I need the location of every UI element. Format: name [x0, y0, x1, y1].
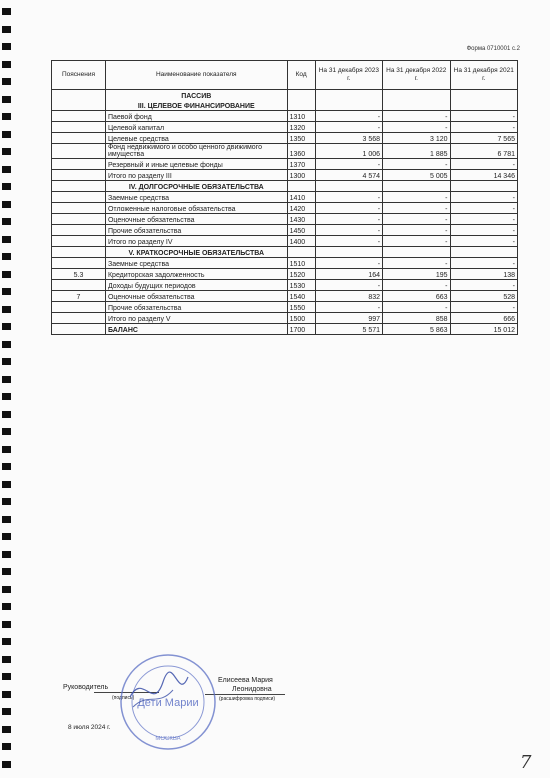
binding-hole [2, 26, 11, 33]
table-row [52, 203, 518, 214]
table-row [52, 159, 518, 170]
code-cell [287, 100, 315, 111]
page-number: 7 [520, 752, 532, 773]
binding-hole [2, 428, 11, 435]
binding-hole [2, 708, 11, 715]
binding-hole [2, 8, 11, 15]
section-heading: IV. ДОЛГОСРОЧНЫЕ ОБЯЗАТЕЛЬСТВА [105, 181, 287, 192]
explanation-ref [52, 313, 106, 324]
header-indicator: Наименование показателя [105, 61, 287, 90]
expl-cell [52, 90, 106, 101]
signer-name-line2: Леонидовна [232, 686, 272, 693]
indicator-name: Прочие обязательства [105, 225, 287, 236]
binding-hole [2, 551, 11, 558]
value-2022: - [383, 214, 450, 225]
indicator-name: Итого по разделу V [105, 313, 287, 324]
binding-hole [2, 358, 11, 365]
section-heading-row [52, 181, 518, 192]
line-code: 1320 [287, 122, 315, 133]
indicator-name: Отложенные налоговые обязательства [105, 203, 287, 214]
value-2023: 164 [315, 269, 382, 280]
binding-hole [2, 183, 11, 190]
binding-hole [2, 288, 11, 295]
binding-hole [2, 271, 11, 278]
binding-hole [2, 586, 11, 593]
value-2023: - [315, 236, 382, 247]
value-2021: 14 346 [450, 170, 517, 181]
binding-hole [2, 393, 11, 400]
line-code: 1700 [287, 324, 315, 335]
value-2021: - [450, 236, 517, 247]
value-2021: 666 [450, 313, 517, 324]
binding-hole [2, 656, 11, 663]
explanation-ref [52, 111, 106, 122]
line-code: 1500 [287, 313, 315, 324]
balance-table [51, 60, 518, 335]
line-code: 1540 [287, 291, 315, 302]
binding-hole [2, 236, 11, 243]
binding-hole [2, 691, 11, 698]
value-cell [450, 247, 517, 258]
table-header-row [52, 61, 518, 90]
section-heading: III. ЦЕЛЕВОЕ ФИНАНСИРОВАНИЕ [105, 100, 287, 111]
value-2022: 5 005 [383, 170, 450, 181]
section-heading-row [52, 247, 518, 258]
stamp-center-text: Дети Марии [137, 697, 199, 709]
binding-hole [2, 726, 11, 733]
explanation-ref [52, 159, 106, 170]
value-2023: - [315, 192, 382, 203]
indicator-name: Доходы будущих периодов [105, 280, 287, 291]
indicator-name: Целевой капитал [105, 122, 287, 133]
binding-hole [2, 533, 11, 540]
explanation-ref: 5.3 [52, 269, 106, 280]
binding-hole [2, 113, 11, 120]
code-cell [287, 181, 315, 192]
line-code: 1310 [287, 111, 315, 122]
value-2022: - [383, 159, 450, 170]
value-2021: - [450, 225, 517, 236]
value-2022: - [383, 122, 450, 133]
value-2023: 4 574 [315, 170, 382, 181]
code-cell [287, 90, 315, 101]
line-code: 1430 [287, 214, 315, 225]
signature-caption: (подпись) [112, 695, 135, 701]
explanation-ref [52, 280, 106, 291]
table-row [52, 225, 518, 236]
table-row [52, 133, 518, 144]
explanation-ref [52, 144, 106, 159]
header-col3: На 31 декабря 2021 г. [450, 61, 517, 90]
binding-hole [2, 516, 11, 523]
value-2021: 138 [450, 269, 517, 280]
value-2021: - [450, 111, 517, 122]
binding-hole [2, 621, 11, 628]
explanation-ref [52, 214, 106, 225]
expl-cell [52, 181, 106, 192]
value-2022: - [383, 258, 450, 269]
binding-hole [2, 43, 11, 50]
value-2022: 663 [383, 291, 450, 302]
table-row [52, 111, 518, 122]
name-caption: (расшифровка подписи) [219, 696, 276, 702]
value-2021: 15 012 [450, 324, 517, 335]
organization-stamp [118, 652, 218, 752]
binding-hole [2, 603, 11, 610]
value-2022: 858 [383, 313, 450, 324]
code-cell [287, 247, 315, 258]
form-code: Форма 0710001 с.2 [466, 46, 520, 52]
value-cell [315, 247, 382, 258]
spiral-binding [0, 0, 14, 778]
binding-hole [2, 673, 11, 680]
header-col1: На 31 декабря 2023 г. [315, 61, 382, 90]
value-2021: - [450, 258, 517, 269]
line-code: 1510 [287, 258, 315, 269]
table-row [52, 258, 518, 269]
value-2021: 6 781 [450, 144, 517, 159]
value-2023: 1 006 [315, 144, 382, 159]
binding-hole [2, 761, 11, 768]
value-2023: - [315, 203, 382, 214]
binding-hole [2, 323, 11, 330]
stamp-bottom-text: МОСКВА [155, 736, 181, 742]
value-2021: - [450, 214, 517, 225]
section-heading-row [52, 100, 518, 111]
binding-hole [2, 96, 11, 103]
value-2023: 3 568 [315, 133, 382, 144]
header-col2: На 31 декабря 2022 г. [383, 61, 450, 90]
indicator-name: Итого по разделу III [105, 170, 287, 181]
line-code: 1370 [287, 159, 315, 170]
explanation-ref [52, 192, 106, 203]
binding-hole [2, 166, 11, 173]
binding-hole [2, 743, 11, 750]
value-2021: - [450, 302, 517, 313]
indicator-name: Целевые средства [105, 133, 287, 144]
binding-hole [2, 568, 11, 575]
explanation-ref [52, 122, 106, 133]
signer-name-line1: Елисеева Мария [218, 677, 273, 684]
binding-hole [2, 411, 11, 418]
indicator-name: Прочие обязательства [105, 302, 287, 313]
binding-hole [2, 148, 11, 155]
explanation-ref [52, 324, 106, 335]
table-row [52, 192, 518, 203]
value-2023: - [315, 258, 382, 269]
value-2022: - [383, 225, 450, 236]
table-row [52, 144, 518, 159]
binding-hole [2, 481, 11, 488]
value-cell [383, 181, 450, 192]
line-code: 1360 [287, 144, 315, 159]
value-2023: - [315, 111, 382, 122]
value-cell [450, 181, 517, 192]
value-2023: 832 [315, 291, 382, 302]
value-2021: 7 565 [450, 133, 517, 144]
binding-hole [2, 638, 11, 645]
section-heading-row [52, 90, 518, 101]
value-2022: 1 885 [383, 144, 450, 159]
indicator-name: Заемные средства [105, 192, 287, 203]
explanation-ref: 7 [52, 291, 106, 302]
value-2022: 3 120 [383, 133, 450, 144]
value-cell [315, 90, 382, 101]
value-cell [450, 90, 517, 101]
table-row [52, 214, 518, 225]
indicator-name: Заемные средства [105, 258, 287, 269]
value-2023: 997 [315, 313, 382, 324]
explanation-ref [52, 170, 106, 181]
indicator-name: Оценочные обязательства [105, 291, 287, 302]
explanation-ref [52, 225, 106, 236]
line-code: 1400 [287, 236, 315, 247]
value-2023: - [315, 159, 382, 170]
binding-hole [2, 253, 11, 260]
handwritten-signature [130, 672, 188, 697]
value-cell [315, 100, 382, 111]
table-body [52, 90, 518, 335]
section-heading: V. КРАТКОСРОЧНЫЕ ОБЯЗАТЕЛЬСТВА [105, 247, 287, 258]
expl-cell [52, 100, 106, 111]
value-2023: - [315, 225, 382, 236]
line-code: 1300 [287, 170, 315, 181]
value-2023: - [315, 122, 382, 133]
line-code: 1450 [287, 225, 315, 236]
binding-hole [2, 463, 11, 470]
indicator-name: Фонд недвижимого и особо ценного движимого имущества [105, 144, 287, 159]
binding-hole [2, 341, 11, 348]
sign-date: 8 июля 2024 г. [68, 724, 111, 731]
explanation-ref [52, 302, 106, 313]
table-row [52, 170, 518, 181]
value-2023: - [315, 302, 382, 313]
signer-role: Руководитель [63, 684, 109, 691]
binding-hole [2, 201, 11, 208]
line-code: 1520 [287, 269, 315, 280]
value-cell [383, 247, 450, 258]
line-code: 1410 [287, 192, 315, 203]
binding-hole [2, 61, 11, 68]
value-2023: - [315, 280, 382, 291]
value-2021: - [450, 280, 517, 291]
binding-hole [2, 498, 11, 505]
indicator-name: Итого по разделу IV [105, 236, 287, 247]
explanation-ref [52, 236, 106, 247]
value-2022: - [383, 302, 450, 313]
binding-hole [2, 446, 11, 453]
balance-total-row [52, 324, 518, 335]
value-2022: - [383, 280, 450, 291]
indicator-name: Оценочные обязательства [105, 214, 287, 225]
table-row [52, 269, 518, 280]
value-2022: - [383, 111, 450, 122]
line-code: 1550 [287, 302, 315, 313]
header-code: Код [287, 61, 315, 90]
binding-hole [2, 306, 11, 313]
table-row [52, 236, 518, 247]
explanation-ref [52, 133, 106, 144]
value-2023: 5 571 [315, 324, 382, 335]
section-heading: ПАССИВ [105, 90, 287, 101]
explanation-ref [52, 203, 106, 214]
value-cell [450, 100, 517, 111]
table-row [52, 122, 518, 133]
explanation-ref [52, 258, 106, 269]
binding-hole [2, 218, 11, 225]
value-2021: 528 [450, 291, 517, 302]
value-2021: - [450, 192, 517, 203]
value-2022: 195 [383, 269, 450, 280]
value-cell [315, 181, 382, 192]
table-row [52, 291, 518, 302]
table-row [52, 302, 518, 313]
indicator-name: Паевой фонд [105, 111, 287, 122]
header-explanations: Пояснения [52, 61, 106, 90]
expl-cell [52, 247, 106, 258]
value-2022: - [383, 236, 450, 247]
value-2022: 5 863 [383, 324, 450, 335]
value-2021: - [450, 203, 517, 214]
value-cell [383, 90, 450, 101]
value-2021: - [450, 122, 517, 133]
indicator-name: Кредиторская задолженность [105, 269, 287, 280]
value-cell [383, 100, 450, 111]
value-2021: - [450, 159, 517, 170]
line-code: 1420 [287, 203, 315, 214]
binding-hole [2, 376, 11, 383]
value-2023: - [315, 214, 382, 225]
indicator-name: БАЛАНС [105, 324, 287, 335]
table-row [52, 280, 518, 291]
line-code: 1530 [287, 280, 315, 291]
table-row [52, 313, 518, 324]
binding-hole [2, 131, 11, 138]
indicator-name: Резервный и иные целевые фонды [105, 159, 287, 170]
line-code: 1350 [287, 133, 315, 144]
binding-hole [2, 78, 11, 85]
value-2022: - [383, 192, 450, 203]
value-2022: - [383, 203, 450, 214]
